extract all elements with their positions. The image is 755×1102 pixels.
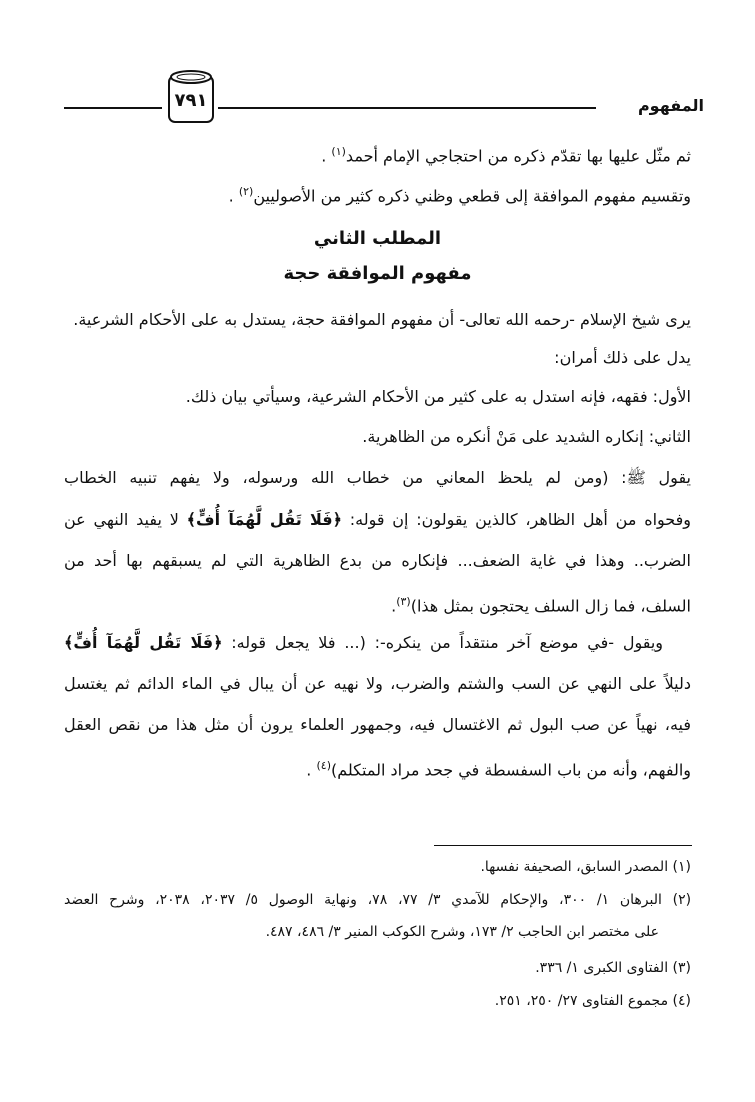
page-number: ٧٩١: [174, 90, 208, 111]
section-heading: المطلب الثاني: [313, 228, 442, 249]
quote-1-line-4: [391, 591, 691, 617]
running-title: المفهوم: [637, 96, 704, 115]
quote-1-line-2: [64, 509, 691, 531]
page-header: [64, 68, 704, 128]
footnote-3: (٣) الفتاوى الكبرى ١/ ٣٣٦.: [535, 960, 691, 976]
footnote-ref-1[interactable]: (١): [331, 145, 346, 158]
footnote-2-line-1: (٢) البرهان ١/ ٣٠٠، والإحكام للآمدي ٣/ ٧٧، ٧٨، ونهاية الوصول ٥/ ٢٠٣٧، ٢٠٣٨، وشرح العضد: [64, 892, 692, 908]
quote-1-line-2-end: لا يفيد النهي عن: [64, 510, 187, 529]
intro-line-2: [229, 181, 691, 207]
paragraph-3: الأول: فقهه، فإنه استدل به على كثير من الأحكام الشرعية، وسيأتي بيان ذلك.: [185, 387, 691, 406]
header-rule-left: [64, 107, 162, 109]
quote-2-line-4: [306, 755, 691, 781]
intro-line-2-end: .: [228, 186, 239, 206]
header-rule-right: [218, 107, 596, 109]
quote-1-line-4-end: .: [391, 596, 397, 616]
paragraph-1: يرى شيخ الإسلام -رحمه الله تعالى- أن مفهوم الموافقة حجة، يستدل به على الأحكام الشرعية.: [73, 310, 691, 329]
footnote-ref-4[interactable]: (٤): [316, 759, 331, 772]
quote-1-line-3: الضرب.. وهذا في غاية الضعف... فإنكاره من بدع الظاهرية التي لم يسبقهم بها أحد من: [64, 551, 691, 570]
section-subheading: مفهوم الموافقة حجة: [283, 263, 472, 284]
intro-line-1-text: ثم مثّل عليها بها تقدّم ذكره من احتجاجي الإمام أحمد: [345, 146, 691, 166]
footnote-2-line-2: على مختصر ابن الحاجب ٢/ ١٧٣، وشرح الكوكب المنير ٣/ ٤٨٦، ٤٨٧.: [265, 924, 659, 940]
quran-verse: ﴿فَلَا تَقُل لَّهُمَآ أُفٍّ﴾: [186, 510, 342, 529]
footnote-4: (٤) مجموع الفتاوى ٢٧/ ٢٥٠، ٢٥١.: [494, 993, 691, 1009]
quote-2-line-3: فيه، نهياً عن صب البول ثم الاغتسال فيه، وجمهور العلماء يرون أن مثل هذا من نقص العقل: [64, 715, 691, 734]
footnote-ref-3[interactable]: (٣): [396, 595, 411, 608]
quote-2-line-2: دليلاً على النهي عن السب والشتم والضرب، ولا نهيه عن أن يبال في الماء الدائم ثم يغتسل: [64, 674, 691, 693]
intro-line-2-text: وتقسيم مفهوم الموافقة إلى قطعي وظني ذكره كثير من الأصوليين: [253, 186, 691, 206]
quote-2-line-1-text: ويقول -في موضع آخر منتقداً من ينكره-: (... فلا يجعل قوله:: [222, 633, 663, 652]
quote-2-line-4-text: والفهم، وأنه من باب السفسطة في جحد مراد المتكلم): [330, 760, 691, 780]
quran-verse-repeat: ﴿فَلَا تَقُل لَّهُمَآ أُفٍّ﴾: [64, 633, 223, 652]
paragraph-4: الثاني: إنكاره الشديد على مَنْ أنكره من الظاهرية.: [362, 427, 691, 446]
page-number-badge: [166, 68, 216, 126]
intro-line-1-end: .: [321, 146, 332, 166]
quote-1-line-1: يقول ﷺ: (ومن لم يلحظ المعاني من خطاب الله ورسوله، ولا يفهم تنبيه الخطاب: [64, 468, 691, 487]
quote-2-line-4-end: .: [306, 760, 317, 780]
quote-2-line-1: [64, 632, 663, 654]
footnote-1: (١) المصدر السابق، الصحيفة نفسها.: [480, 859, 691, 875]
footnote-divider: [434, 845, 692, 846]
quote-1-line-4-text: السلف، فما زال السلف يحتجون بمثل هذا): [410, 596, 691, 616]
footnote-ref-2[interactable]: (٢): [238, 185, 254, 198]
paragraph-2: يدل على ذلك أمران:: [554, 348, 691, 367]
quote-1-line-2-start: وفحواه من أهل الظاهر، كالذين يقولون: إن قوله:: [341, 510, 691, 529]
intro-line-1: [321, 141, 691, 167]
